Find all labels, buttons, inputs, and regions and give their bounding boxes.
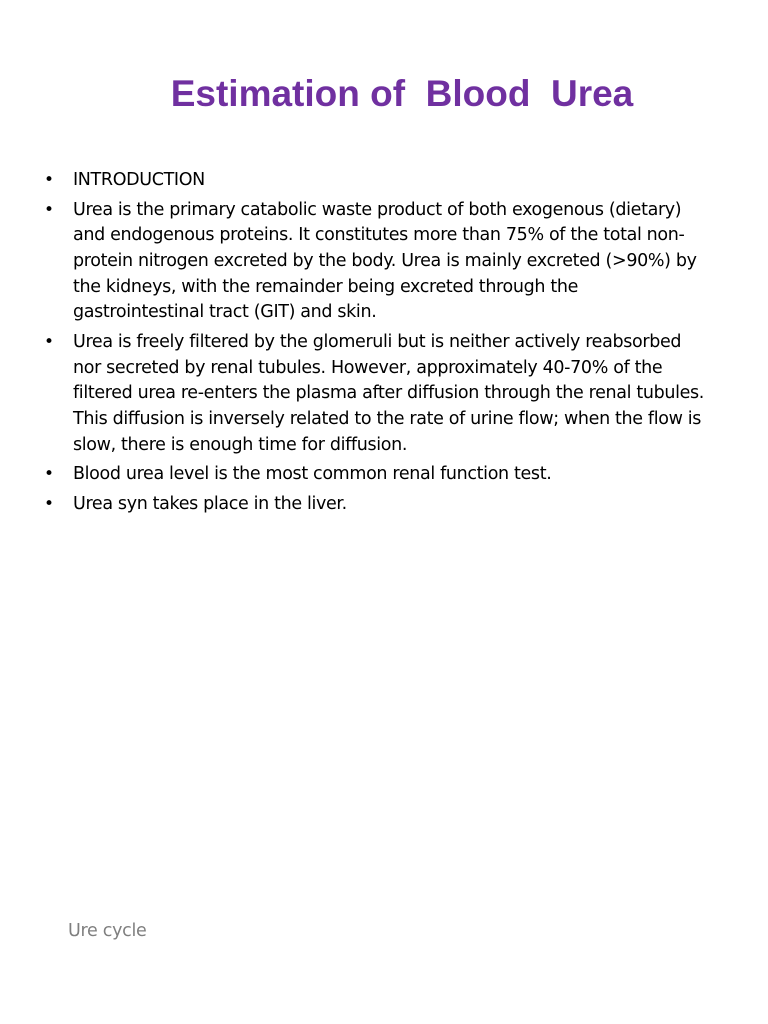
bullet-item-renal-function-test [44,462,712,488]
bullet-list [44,168,712,522]
bullet-item-urea-synthesis [44,492,712,518]
bullet-item-urea-overview [44,198,712,326]
bullet-icon: • [44,332,54,353]
bullet-icon: • [44,464,54,485]
bullet-text: Urea is freely filtered by the glomeruli but is neither actively reabsorbed nor secreted by renal tubules. However, approximately 40-70% of the filtered urea re-enters the plasma after diffusion through the renal tubules. This diffusion is inversely related to the rate of urine flow; when the flow is slow, there is enough time for diffusion. [73,332,705,455]
bullet-text: INTRODUCTION [73,170,205,190]
slide-title: Estimation of Blood Urea [170,72,634,114]
bullet-item-renal-filtration [44,330,712,458]
bullet-icon: • [44,170,54,190]
bullet-icon: • [44,199,54,220]
bullet-icon: • [44,494,54,515]
bullet-text: Urea syn takes place in the liver. [73,494,347,515]
bullet-text: Urea is the primary catabolic waste product of both exogenous (dietary) and endogenous proteins. It constitutes more than 75% of the total non-protein nitrogen excreted by the body. Urea is mainly excreted (>90%) by the kidneys, with the remainder being excreted through the gastrointestinal tract (GIT) and skin. [73,199,697,323]
bullet-item-introduction [44,168,712,194]
slide-footer: Ure cycle [68,921,147,941]
bullet-text: Blood urea level is the most common renal function test. [73,464,552,485]
